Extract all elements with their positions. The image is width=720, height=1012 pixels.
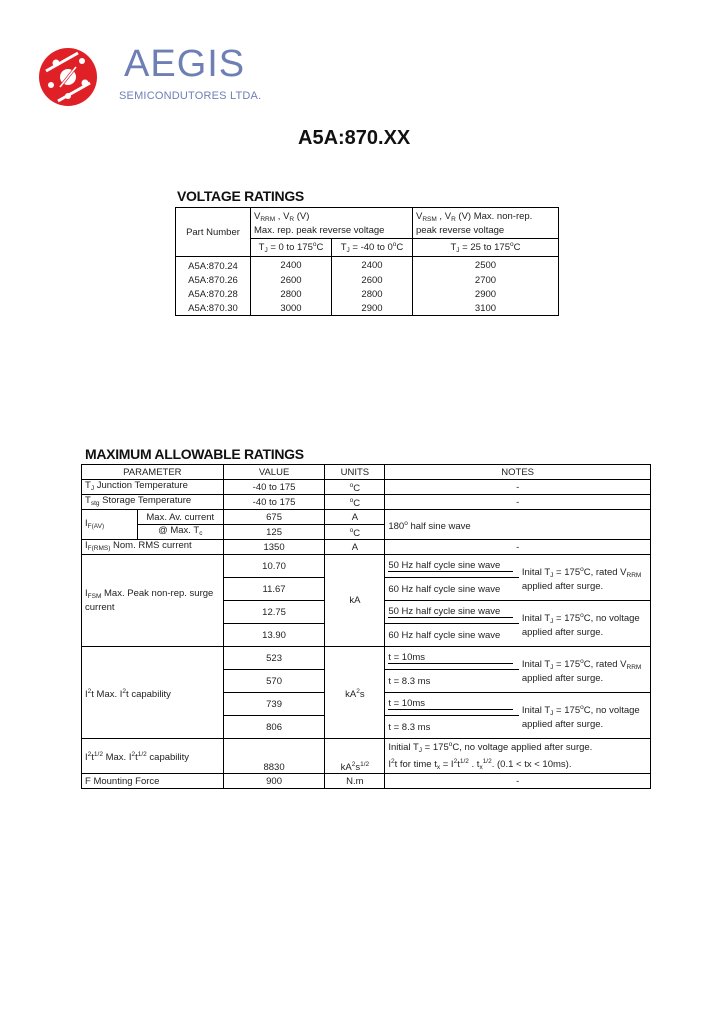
table-row: F Mounting Force 900 N.m -: [82, 774, 651, 789]
table-row: A5A:870.24 2400 2400 2500: [176, 257, 559, 274]
table-row: A5A:870.30 3000 2900 3100: [176, 301, 559, 316]
table-row: $I_{F(RMS)}$ Nom. RMS current 1350 A -: [82, 540, 651, 555]
table-row: $I_{F(AV)}$ Max. Av. current 675 A 180$^o$ half sine wave: [82, 510, 651, 525]
table-row: 13.90 60 Hz half cycle sine wave: [82, 624, 651, 647]
table-row: A5A:870.26 2600 2600 2700: [176, 273, 559, 287]
max-ratings-table: [81, 464, 651, 789]
brand-name: AEGIS: [124, 43, 246, 85]
cond-tj-25-175: $T_J = 25$ to 175$^o$C: [450, 241, 521, 254]
table-row: 11.67 60 Hz half cycle sine wave: [82, 578, 651, 601]
brand-subtitle: SEMICONDUTORES LTDA.: [119, 90, 262, 102]
table-row: A5A:870.28 2800 2800 2900: [176, 287, 559, 301]
table-row: $I^2t^{1/2}$ Max. $I^2t^{1/2}$ capability 8830 $kA^2s^{1/2}$ Initial $T_J = 175^oC$, no voltage applied after surge. $I^2t$ for time $t_x = I^2t^{1/2}$ . $t_x^{1/2}$. (0.1 < tx < 10ms).: [82, 739, 651, 774]
col-part-number: Part Number: [176, 208, 251, 257]
table-row: $T_J$ Junction Temperature -40 to 175 $^o$C -: [82, 480, 651, 495]
cond-tj-0-175: $T_J = 0$ to 175$^o$C: [251, 239, 332, 257]
table-header-row: PARAMETER VALUE UNITS NOTES: [82, 465, 651, 480]
table-row: 570 t = 8.3 ms: [82, 670, 651, 693]
table-row: $I_{FSM}$ Max. Peak non-rep. surge current 10.70 kA 50 Hz half cycle sine wave Inital $T_J = 175^oC$, rated $V_{RRM}$ applied after surge.: [82, 555, 651, 578]
max-ratings-title: MAXIMUM ALLOWABLE RATINGS: [85, 446, 304, 462]
table-row: 739 t = 10ms Inital $T_J = 175^oC$, no voltage applied after surge.: [82, 693, 651, 716]
part-title: A5A:870.XX: [298, 127, 411, 149]
table-row: 12.75 50 Hz half cycle sine wave Inital $T_J = 175^oC$, no voltage applied after surge.: [82, 601, 651, 624]
vrrm-header: $V_{RRM}$ , $V_R$ (V) Max. rep. peak reverse voltage: [251, 208, 413, 239]
voltage-ratings-table: [175, 207, 559, 316]
table-row: 806 t = 8.3 ms: [82, 716, 651, 739]
cond-tj-40-0: $T_J = -40$ to 0$^o$C: [332, 239, 413, 257]
table-row: $I^2t$ Max. $I^2t$ capability 523 $kA^2s$ t = 10ms Inital $T_J = 175^oC$, rated $V_{RRM}$ applied after surge.: [82, 647, 651, 670]
table-row: @ Max. $T_c$ 125 $^o$C: [82, 525, 651, 540]
aegis-logo-icon: [38, 47, 98, 107]
vrsm-header: $V_{RSM}$ , $V_R$ (V) Max. non-rep. peak reverse voltage: [416, 210, 533, 236]
table-row: $T_{stg}$ Storage Temperature -40 to 175 $^o$C -: [82, 495, 651, 510]
voltage-ratings-title: VOLTAGE RATINGS: [177, 188, 304, 204]
